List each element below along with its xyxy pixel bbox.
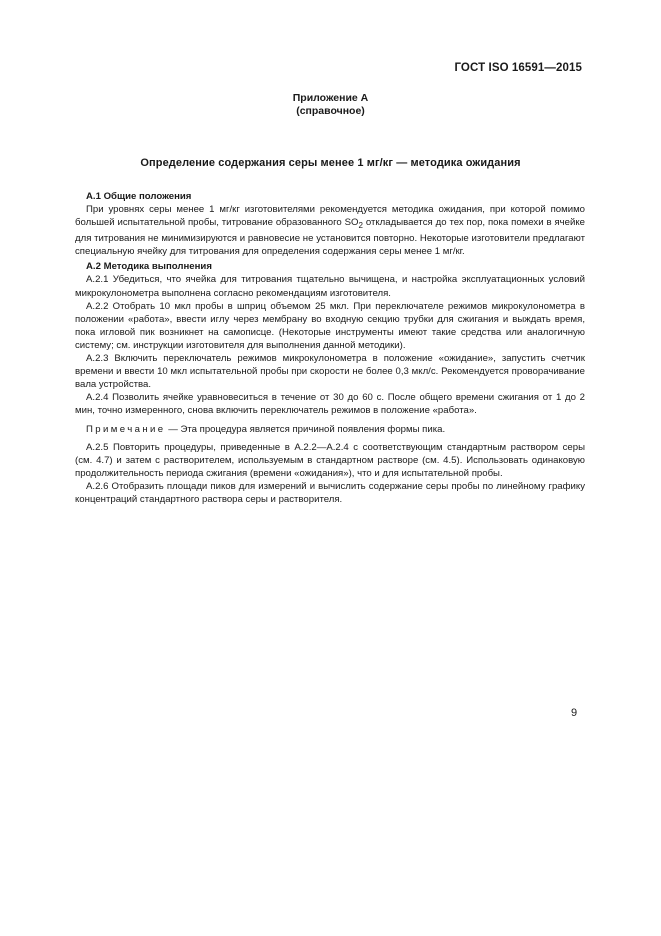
- paragraph-a22: А.2.2 Отобрать 10 мкл пробы в шприц объемом 25 мкл. При переключателе режимов микрокулонометра в положении «работа», ввести иглу через мембрану во входную секцию трубки для сжигания и выждать время, пока игловой пик возникнет на самописце. (Некоторые инструменты имеют такие средства или аналогичную систему; см. инструкции изготовителя для выполнения данной методики).: [75, 300, 585, 351]
- paragraph-a23: А.2.3 Включить переключатель режимов микрокулонометра в положение «ожидание», запустить счетчик времени и ввести 10 мкл испытательной пробы при скорости не более 0,3 мкл/с. Рекомендуется проворачивание вала устройства.: [75, 353, 585, 391]
- paragraph-a26: А.2.6 Отобразить площади пиков для измерений и вычислить содержание серы пробы по линейному графику концентраций стандартного раствора серы и растворителя.: [75, 480, 585, 505]
- so2-subscript: 2: [358, 221, 363, 231]
- appendix-type: (справочное): [296, 105, 365, 117]
- section-heading-general: А.1 Общие положения: [86, 191, 192, 202]
- standard-number: ГОСТ ISO 16591—2015: [454, 62, 582, 74]
- paragraph-a24: А.2.4 Позволить ячейке уравновеситься в течение от 30 до 60 с. После общего времени сжигания от 1 до 2 мин, точно измеренного, снова включить переключатель режимов в положение «работа».: [75, 392, 585, 417]
- appendix-title: Определение содержания серы менее 1 мг/кг — методика ожидания: [140, 157, 521, 169]
- paragraph-general-text-b: откладывается до тех пор, пока помехи в ячейке для титрования не минимизируются и равновесие не установится повторно. Некоторые изготовители предлагают специальную ячейку для титрования для определения содержания серы менее 1 мг/кг.: [75, 217, 585, 258]
- note-text: — Эта процедура является причиной появления формы пика.: [165, 423, 446, 435]
- section-heading-procedure: А.2 Методика выполнения: [86, 261, 212, 273]
- paragraph-general-text-a: При уровнях серы менее 1 мг/кг изготовителями рекомендуется методика ожидания, при которой помимо большей испытательной пробы, титрование образованного SO: [75, 204, 585, 229]
- appendix-heading: [0, 92, 661, 118]
- note: [75, 423, 585, 436]
- paragraph-general: [75, 203, 585, 258]
- note-label: Примечание: [86, 423, 166, 435]
- appendix-label: Приложение А: [292, 92, 369, 104]
- document-body: [75, 190, 585, 506]
- paragraph-a25: А.2.5 Повторить процедуры, приведенные в А.2.2—А.2.4 с соответствующим стандартным раствором серы (см. 4.7) и затем с растворителем, используемым в стандартном растворе (см. 4.5). Использовать одинаковую продолжительность периода сжигания (времени «ожидания»), что и для испытательной пробы.: [75, 441, 585, 479]
- paragraph-a21: А.2.1 Убедиться, что ячейка для титрования тщательно вычищена, и настройка эксплуатационных условий микрокулонометра выполнена согласно рекомендациям изготовителя.: [75, 274, 585, 299]
- page-number: 9: [571, 707, 578, 719]
